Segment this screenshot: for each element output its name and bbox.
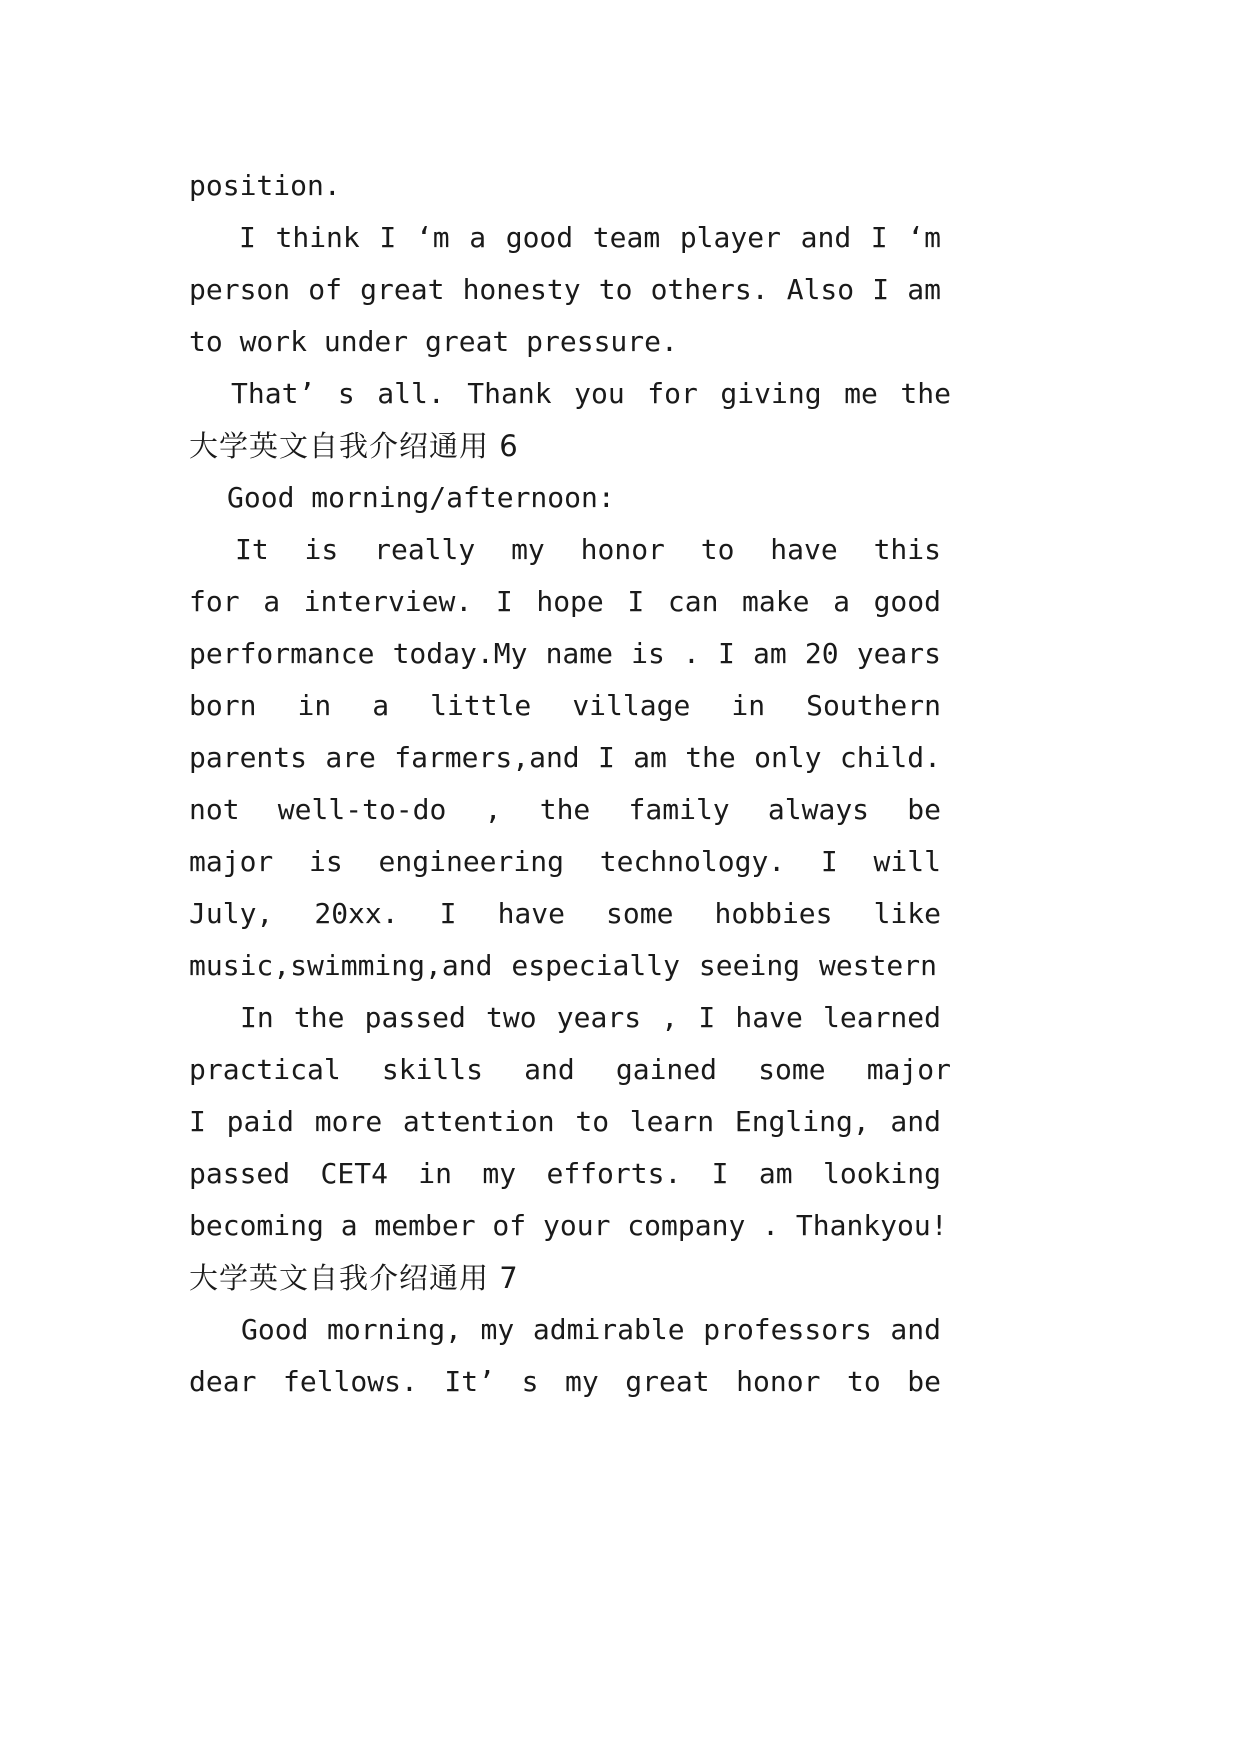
text-line: I paid more attention to learn Engling, and [189,1105,941,1138]
text-line: position. [189,169,341,202]
text-line: not well-to-do , the family always be [189,793,941,826]
text-line: major is engineering technology. I will [189,845,941,878]
text-line: passed CET4 in my efforts. I am looking [189,1157,941,1190]
text-line: becoming a member of your company . Thankyou! [189,1209,948,1242]
text-line: July, 20xx. I have some hobbies like [189,897,941,930]
text-line: performance today.My name is . I am 20 years [189,637,941,670]
text-line: dear fellows. It’ s my great honor to be [189,1365,941,1398]
text-line: to work under great pressure. [189,325,678,358]
paragraph-first-line: I think I ‘m a good team player and I ‘m [239,221,941,254]
section-heading: 大学英文自我介绍通用 7 [189,1261,519,1295]
paragraph-first-line: It is really my honor to have this [235,533,941,566]
text-line: practical skills and gained some major [189,1053,951,1086]
paragraph-first-line: That’ s all. Thank you for giving me the [231,377,951,410]
paragraph-first-line: Good morning, my admirable professors and [241,1313,941,1346]
text-line: born in a little village in Southern [189,689,941,722]
section-heading: 大学英文自我介绍通用 6 [189,429,519,463]
text-line: person of great honesty to others. Also I am [189,273,941,306]
text-line: parents are farmers,and I am the only child. [189,741,941,774]
text-line: music,swimming,and especially seeing western [189,949,937,982]
greeting-line: Good morning/afternoon: [227,481,615,514]
text-line: for a interview. I hope I can make a good [189,585,941,618]
paragraph-first-line: In the passed two years , I have learned [240,1001,941,1034]
